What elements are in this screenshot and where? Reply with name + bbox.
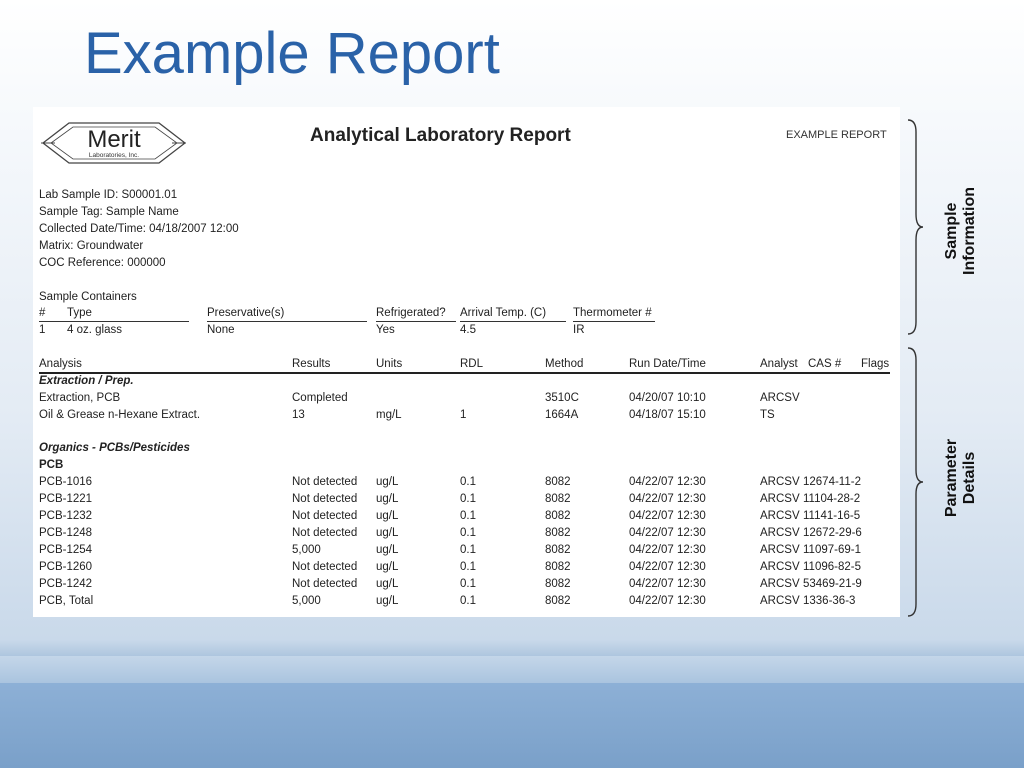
pcb-row-cell: ug/L bbox=[376, 578, 399, 590]
containers-col-thermometer: Thermometer # bbox=[573, 307, 652, 319]
pcb-row-cell: 11096-82-5 bbox=[803, 561, 861, 573]
analysis-col-analysis: Analysis bbox=[39, 358, 82, 370]
pcb-row-cell: 04/22/07 12:30 bbox=[629, 595, 706, 607]
extraction-row-cell: TS bbox=[760, 409, 775, 421]
report-title: Analytical Laboratory Report bbox=[310, 125, 571, 146]
parameter-details-bracket bbox=[906, 346, 926, 618]
slide-title: Example Report bbox=[84, 21, 500, 86]
extraction-row-cell: ARCSV bbox=[760, 392, 800, 404]
coc-reference: COC Reference: 000000 bbox=[39, 257, 166, 269]
extraction-row-cell: mg/L bbox=[376, 409, 402, 421]
containers-col-arrival-temp: Arrival Temp. (C) bbox=[460, 307, 547, 319]
pcb-row-cell: 1336-36-3 bbox=[803, 595, 856, 607]
matrix: Matrix: Groundwater bbox=[39, 240, 144, 252]
analysis-col-units: Units bbox=[376, 358, 403, 370]
containers-col-preservative: Preservative(s) bbox=[207, 307, 285, 319]
pcb-row-cell: 04/22/07 12:30 bbox=[629, 510, 706, 522]
pcb-row-cell: 11097-69-1 bbox=[803, 544, 861, 556]
pcb-row-cell: 53469-21-9 bbox=[803, 578, 862, 590]
pcb-row-cell: 0.1 bbox=[460, 578, 476, 590]
sample-tag: Sample Tag: Sample Name bbox=[39, 206, 179, 218]
extraction-row-cell: 13 bbox=[292, 409, 305, 421]
sample-containers-heading: Sample Containers bbox=[39, 291, 137, 303]
container-preservative: None bbox=[207, 324, 235, 336]
pcb-row-cell: 5,000 bbox=[292, 544, 321, 556]
pcb-row-cell: 8082 bbox=[545, 510, 571, 522]
extraction-row-cell: 3510C bbox=[545, 392, 579, 404]
collected-datetime: Collected Date/Time: 04/18/2007 12:00 bbox=[39, 223, 239, 235]
pcb-row-cell: Not detected bbox=[292, 510, 358, 522]
pcb-row-cell: ug/L bbox=[376, 527, 399, 539]
extraction-row-cell: Oil & Grease n-Hexane Extract. bbox=[39, 409, 201, 421]
pcb-row-cell: 8082 bbox=[545, 561, 571, 573]
section-extraction-prep: Extraction / Prep. bbox=[39, 375, 134, 387]
section-organics: Organics - PCBs/Pesticides bbox=[39, 442, 190, 454]
pcb-row-cell: ARCSV bbox=[760, 595, 800, 607]
merit-logo bbox=[41, 117, 186, 167]
svg-text:Merit: Merit bbox=[87, 126, 141, 153]
extraction-row-cell: Extraction, PCB bbox=[39, 392, 121, 404]
pcb-row-cell: 11141-16-5 bbox=[803, 510, 861, 522]
containers-col-number: # bbox=[39, 307, 46, 319]
analysis-col-analyst: Analyst bbox=[760, 358, 798, 370]
report-page bbox=[33, 107, 900, 617]
container-arrival-temp: 4.5 bbox=[460, 324, 476, 336]
pcb-row-cell: PCB-1242 bbox=[39, 578, 93, 590]
containers-header-rule bbox=[460, 321, 566, 322]
pcb-row-cell: 12672-29-6 bbox=[803, 527, 862, 539]
pcb-row-cell: 0.1 bbox=[460, 544, 476, 556]
analysis-col-results: Results bbox=[292, 358, 331, 370]
subsection-pcb: PCB bbox=[39, 459, 64, 471]
containers-header-rule bbox=[573, 321, 655, 322]
pcb-row-cell: ug/L bbox=[376, 544, 399, 556]
container-refrigerated: Yes bbox=[376, 324, 395, 336]
pcb-row-cell: Not detected bbox=[292, 476, 358, 488]
sample-information-bracket bbox=[906, 118, 926, 336]
containers-col-type: Type bbox=[67, 307, 92, 319]
pcb-row-cell: ARCSV bbox=[760, 544, 800, 556]
pcb-row-cell: 8082 bbox=[545, 493, 571, 505]
pcb-row-cell: Not detected bbox=[292, 561, 358, 573]
pcb-row-cell: 8082 bbox=[545, 544, 571, 556]
container-number: 1 bbox=[39, 324, 46, 336]
pcb-row-cell: 04/22/07 12:30 bbox=[629, 476, 706, 488]
pcb-row-cell: 04/22/07 12:30 bbox=[629, 493, 706, 505]
extraction-row-cell: 1664A bbox=[545, 409, 579, 421]
pcb-row-cell: 0.1 bbox=[460, 476, 476, 488]
pcb-row-cell: PCB-1254 bbox=[39, 544, 93, 556]
containers-header-rule bbox=[376, 321, 456, 322]
pcb-row-cell: ARCSV bbox=[760, 476, 800, 488]
pcb-row-cell: 04/22/07 12:30 bbox=[629, 578, 706, 590]
slide-footer-band-light bbox=[0, 656, 1024, 683]
pcb-row-cell: PCB-1248 bbox=[39, 527, 93, 539]
containers-header-rule bbox=[39, 321, 189, 322]
pcb-row-cell: 8082 bbox=[545, 476, 571, 488]
pcb-row-cell: 04/22/07 12:30 bbox=[629, 527, 706, 539]
slide-footer-band bbox=[0, 683, 1024, 768]
pcb-row-cell: ARCSV bbox=[760, 561, 800, 573]
pcb-row-cell: 12674-11-2 bbox=[803, 476, 861, 488]
sample-information-label: Sample Information bbox=[943, 187, 978, 275]
lab-sample-id: Lab Sample ID: S00001.01 bbox=[39, 189, 178, 201]
pcb-row-cell: Not detected bbox=[292, 493, 358, 505]
pcb-row-cell: 0.1 bbox=[460, 527, 476, 539]
pcb-row-cell: ug/L bbox=[376, 595, 399, 607]
containers-header-rule bbox=[207, 321, 367, 322]
extraction-row-cell: Completed bbox=[292, 392, 348, 404]
pcb-row-cell: Not detected bbox=[292, 527, 358, 539]
pcb-row-cell: ug/L bbox=[376, 561, 399, 573]
container-thermometer: IR bbox=[573, 324, 585, 336]
pcb-row-cell: 0.1 bbox=[460, 510, 476, 522]
pcb-row-cell: ug/L bbox=[376, 476, 399, 488]
analysis-col-rdl: RDL bbox=[460, 358, 484, 370]
pcb-row-cell: 8082 bbox=[545, 578, 571, 590]
pcb-row-cell: ug/L bbox=[376, 510, 399, 522]
pcb-row-cell: 0.1 bbox=[460, 561, 476, 573]
pcb-row-cell: 0.1 bbox=[460, 493, 476, 505]
pcb-row-cell: 04/22/07 12:30 bbox=[629, 544, 706, 556]
containers-col-refrigerated: Refrigerated? bbox=[376, 307, 446, 319]
svg-text:Laboratories, Inc.: Laboratories, Inc. bbox=[88, 152, 140, 159]
pcb-row-cell: 0.1 bbox=[460, 595, 476, 607]
pcb-row-cell: PCB, Total bbox=[39, 595, 94, 607]
extraction-row-cell: 1 bbox=[460, 409, 467, 421]
pcb-row-cell: PCB-1232 bbox=[39, 510, 93, 522]
pcb-row-cell: 11104-28-2 bbox=[803, 493, 861, 505]
analysis-col-run-datetime: Run Date/Time bbox=[629, 358, 706, 370]
example-report-label: EXAMPLE REPORT bbox=[786, 129, 887, 141]
pcb-row-cell: 5,000 bbox=[292, 595, 321, 607]
parameter-details-label: Parameter Details bbox=[943, 438, 978, 518]
container-type: 4 oz. glass bbox=[67, 324, 122, 336]
pcb-row-cell: 04/22/07 12:30 bbox=[629, 561, 706, 573]
analysis-col-method: Method bbox=[545, 358, 584, 370]
analysis-col-flags: Flags bbox=[861, 358, 890, 370]
analysis-header-rule bbox=[39, 372, 890, 374]
extraction-row-cell: 04/20/07 10:10 bbox=[629, 392, 706, 404]
pcb-row-cell: 8082 bbox=[545, 595, 571, 607]
pcb-row-cell: ARCSV bbox=[760, 493, 800, 505]
pcb-row-cell: ARCSV bbox=[760, 578, 800, 590]
extraction-row-cell: 04/18/07 15:10 bbox=[629, 409, 706, 421]
pcb-row-cell: Not detected bbox=[292, 578, 358, 590]
analysis-col-cas: CAS # bbox=[808, 358, 842, 370]
pcb-row-cell: 8082 bbox=[545, 527, 571, 539]
pcb-row-cell: ARCSV bbox=[760, 527, 800, 539]
pcb-row-cell: PCB-1260 bbox=[39, 561, 93, 573]
pcb-row-cell: PCB-1016 bbox=[39, 476, 93, 488]
pcb-row-cell: ug/L bbox=[376, 493, 399, 505]
pcb-row-cell: PCB-1221 bbox=[39, 493, 93, 505]
pcb-row-cell: ARCSV bbox=[760, 510, 800, 522]
